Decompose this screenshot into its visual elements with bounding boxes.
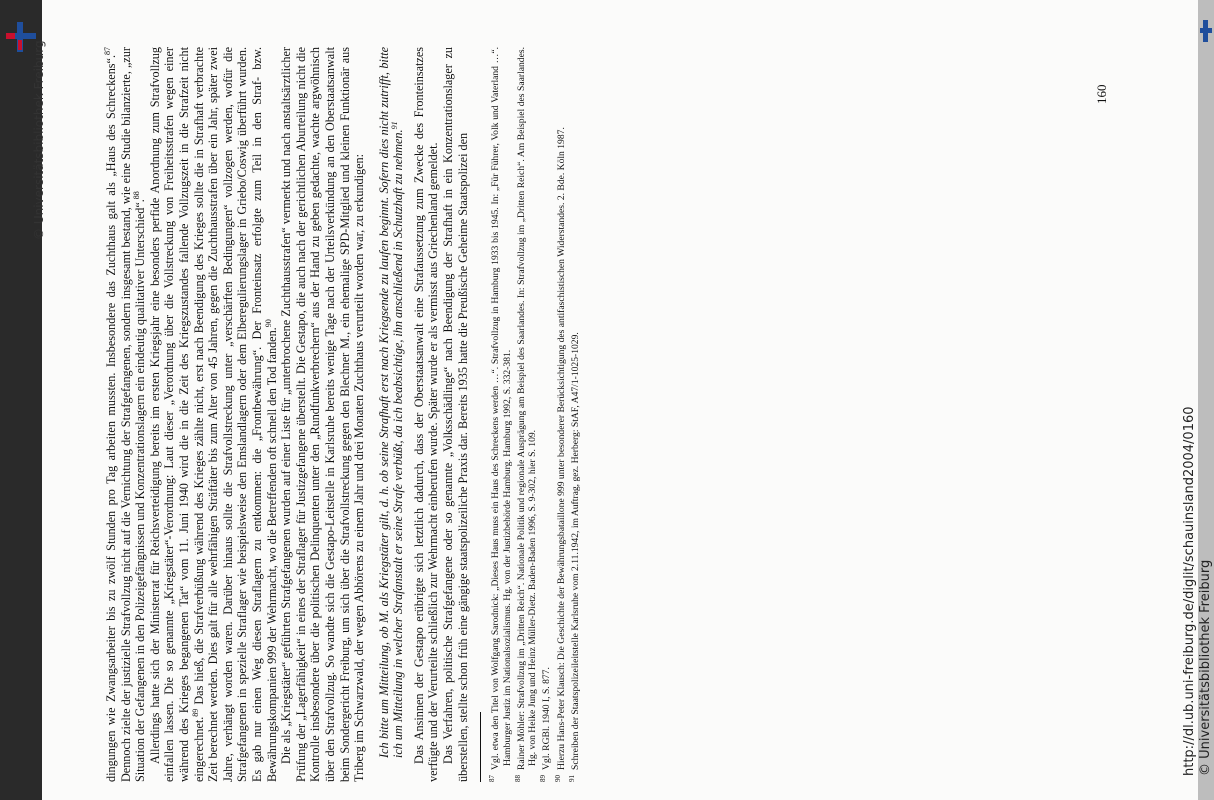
footnote-90: $^{90}$Hierzu Hans-Peter Klausch: Die Geschichte der Bewährungsbataillone 999 unter besonderer Berücksichtigung des antifaschistischen Widerstandes. 2. Bde. Köln 1987. bbox=[553, 127, 568, 782]
scanned-page bbox=[32, 0, 1213, 800]
paragraph-1: dingungen wie Zwangsarbeiter bis zu zwölf Stunden pro Tag arbeiten mussten. Insbesondere das Zuchthaus galt als „Haus des Schreckens“.$^{87}$ Dennoch zielte der justizielle Strafvollzug nicht auf die Vernichtung der Strafgefangenen, sondern insgesamt bestand, wie eine Studie bilanzierte, „zur Situation der Gefangenen in den Polizeigefängnissen und Konzentrationslagern ein eindeutig qualitativer Unterschied“.$^{88}$ bbox=[102, 47, 148, 782]
footnote-88: $^{88}$Rainer Möhler: Strafvollzug im „Dritten Reich“. Nationale Politik und regionale Ausprägung am Beispiel des Saarlandes. In: Strafvollzug im „Dritten Reich“. Am Beispiel des Saarlandes. Hg. von Heike Jung und Heinz Müller-Dietz. Baden-Baden 1996, S. 9-302, hier S. 109. bbox=[513, 47, 539, 782]
paragraph-3: Die als „Kriegstäter“ geführten Strafgefangenen wurden auf einer Liste für „unterbrochene Zuchthausstrafen“ vermerkt und nach anstaltsärztlicher Prüfung der „Lagerfähigkeit“ in eines der Straflager für Justizgefangene überstellt. Die Gestapo, die auch nach der gerichtlichen Aburteilung nicht die Kontrolle insbesondere über die politischen Delinquenten unter den „Rundfunkverbrechern“ aus der Hand zu geben gedachte, wachte argwöhnisch über den Strafvollzug. So wandte sich die Gestapo-Leitstelle in Karlsruhe bereits wenige Tage nach der Urteilsverkündung an den Oberstaatsanwalt beim Sondergericht Freiburg, um sich über die Strafvollstreckung gegen den Blechner M., ein ehemalige SPD-Mitglied und kleinen Funktionär aus Triberg im Schwarzwald, der wegen Abhörens zu einem Jahr und drei Monaten Zuchthaus verurteilt worden war, zu erkundigen: bbox=[279, 47, 367, 782]
footnote-rule bbox=[480, 712, 481, 782]
paragraph-2: Allerdings hatte sich der Ministerrat für Reichsverteidigung bereits im ersten Kriegsjahr eine besonders perfide Anordnung zum Strafvollzug einfallen lassen. Die so genannte „Kriegstäter“-Verordnung: Laut dieser „Verordnung über die Vollstreckung von Freiheitsstrafen wegen einer während des Krieges begangenen Tat“ vom 11. Juni 1940 wird die in die Zeit des Kriegszustandes fallende Vollzugszeit in die Strafzeit nicht eingerechnet.$^{89}$ Das hieß, die Strafverbüßung während des Krieges zählte nicht, erst nach Beendigung des Krieges sollte die in Strafhaft verbrachte Zeit berechnet werden. Dies galt für alle wehrfähigen Sträftäter bis zum Alter von 45 Jahren, gegen die Zuchthausstrafen über ein Jahr, später zwei Jahre, verhängt worden waren. Darüber hinaus sollte die Strafvollstreckung unter „verschärften Bedingungen“ vollzogen werden, wofür die Strafgefangenen in spezielle Straflager wie beispielsweise den Emslandlagern oder dem Elberegulierungslager in Griebo/Coswig überführt wurden. Es gab nur einen Weg diesen Straflagern zu entkommen: die „Frontbewährung“. Der Fronteinsatz erfolgte zum Teil in den Straf- bzw. Bewährungskompanien 999 der Wehrmacht, wo die Betreffenden oft schnell den Tod fanden.$^{90}$ bbox=[147, 47, 279, 782]
rotated-page-content bbox=[32, 0, 1213, 800]
library-logo-icon-right bbox=[1200, 20, 1212, 42]
footnote-87: $^{87}$Vgl. etwa den Titel von Wolfgang Sarodnick: „Dieses Haus muss ein Haus des Schreckens werden …“. Strafvollzug in Hamburg 1933 bis 1945. In: „Für Führer, Volk und Vaterland …“. Hamburger Justiz im Nationalsozialismus. Hg. von der Justizbehörde Hamburg. Hamburg 1992, S. 332-381. bbox=[488, 47, 513, 782]
footnote-89: $^{89}$Vgl. RGBl. 1940 I, S. 877. bbox=[539, 667, 553, 782]
paragraph-5: Das Verfahren, politische Strafgefangene oder so genannte „Volksschädlinge“ nach Beendigung der Strafhaft in ein Konzentrationslager zu überstellen, stellte schon früh eine gängige staatspolizeiliche Praxis dar. Bereits 1935 hatte die Preußische Geheime Staatspolizei den bbox=[441, 47, 470, 782]
footnote-91: $^{91}$Schreiben der Staatspolizeileitstelle Karlsruhe vom 2.11.1942, im Auftrag, gez. Herberg: StAF, A47/1-1025-1029. bbox=[568, 332, 582, 782]
source-url[interactable]: http://dl.ub.uni-freiburg.de/diglit/schauinsland2004/0160 bbox=[1182, 406, 1197, 776]
body-text-after bbox=[412, 47, 470, 782]
footnotes bbox=[487, 47, 581, 782]
paragraph-4: Das Ansinnen der Gestapo erübrigte sich letztlich dadurch, dass der Oberstaatsanwalt eine Strafaussetzung zum Zwecke des Fronteinsatzes verfügte und der Verurteilte schließlich zur Wehrmacht einberufen wurde. Später wurde er als vermisst aus Griechenland gemeldet. bbox=[411, 47, 441, 782]
copyright-top: © Universitätsbibliothek Freiburg bbox=[32, 40, 46, 240]
text-block bbox=[104, 47, 582, 782]
page-number: 160 bbox=[1094, 84, 1109, 104]
block-quote: Ich bitte um Mitteilung, ob M. als Kriegstäter gilt, d. h. ob seine Strafhaft erst nach Kriegsende zu laufen beginnt. Sofern dies nicht zutrifft, bitte ich um Mitteilung in welcher Strafanstalt er seine Strafe verbüßt, da ich beabsichtige, ihn anschließend in Schutzhaft zu nehmen.$^{91}$ bbox=[376, 47, 406, 758]
body-text bbox=[104, 47, 367, 782]
copyright-notice: © Universitätsbibliothek Freiburg bbox=[1198, 559, 1213, 776]
